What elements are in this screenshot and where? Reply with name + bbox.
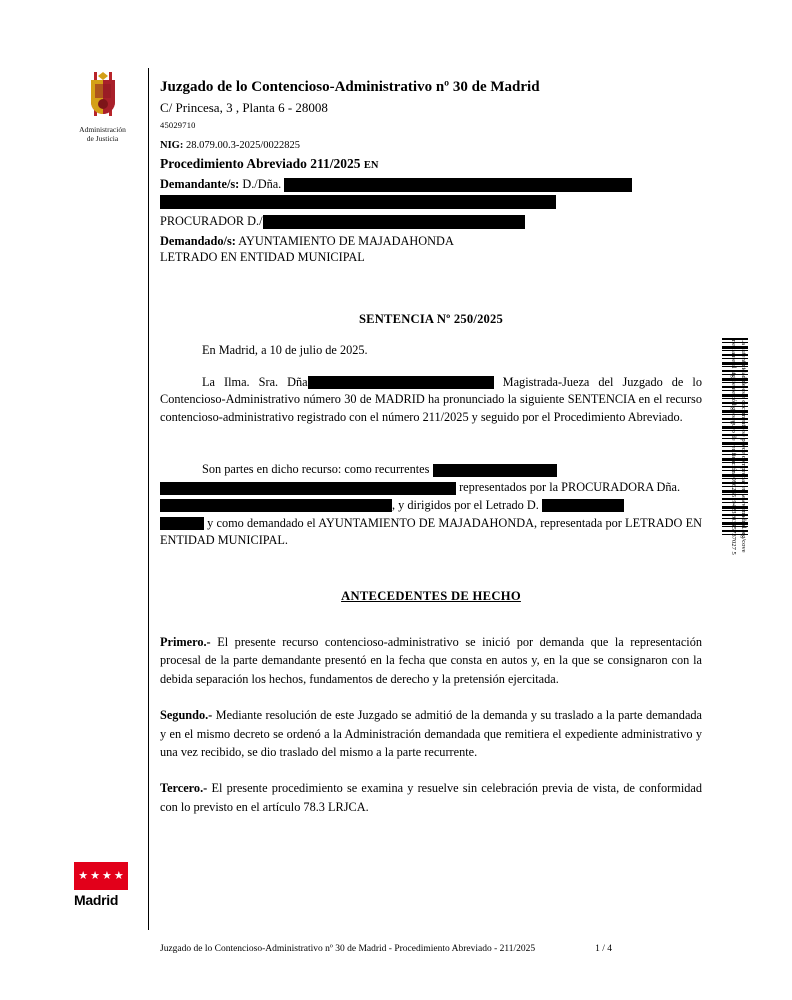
nig-line [160, 139, 702, 153]
redaction-block [160, 195, 556, 209]
parties-paragraph-cont1 [160, 479, 702, 497]
plaintiff-value: D./Dña. [242, 177, 282, 192]
parties-text-part3: , y dirigidos por el Letrado D. [392, 497, 539, 512]
court-title: Juzgado de lo Contencioso-Administrativo nº 30 de Madrid [160, 79, 540, 95]
madrid-stars-box [74, 862, 128, 890]
procurador-label: PROCURADOR D./ [160, 213, 263, 228]
parties-text-part1: Son partes en dicho recurso: como recurrentes [202, 462, 430, 477]
star-icon: ★ [113, 869, 124, 882]
page-footer [160, 944, 702, 954]
nig-label: NIG: [160, 140, 184, 152]
antecedente-label: Segundo.- [160, 708, 213, 723]
document-code: 45029710 [160, 120, 196, 131]
parties-paragraph [160, 461, 702, 479]
antecedente-text: El presente procedimiento se examina y resuelve sin celebración previa de vista, de conformidad con lo previsto en el artículo 78.3 LRJCA. [160, 781, 702, 814]
footer-page-number: 1 / 4 [595, 944, 613, 954]
defendant-line [160, 233, 702, 249]
footer-text: Juzgado de lo Contencioso-Administrativo nº 30 de Madrid - Procedimiento Abreviado - 211/2025 [160, 944, 536, 954]
star-icon: ★ [90, 869, 100, 882]
redaction-block [160, 517, 204, 530]
star-icon: ★ [102, 869, 112, 882]
antecedente-label: Primero.- [160, 634, 211, 649]
intro-paragraph [160, 374, 702, 427]
redaction-block [160, 499, 392, 512]
parties-text-part2: representados por la PROCURADORA Dña. [459, 479, 681, 494]
defendant-representation: LETRADO EN ENTIDAD MUNICIPAL [160, 249, 365, 264]
procurador-line [160, 213, 702, 229]
antecedente-label: Tercero.- [160, 781, 208, 796]
antecedente-item [160, 779, 702, 816]
antecedente-text: Mediante resolución de este Juzgado se admitió de la demanda y su traslado a la parte demandada y en el mismo decreto se ordenó a la Administración demandada que remitiera el expediente administrativo y una vez recibido, se dio traslado del mismo a la parte recurrente. [160, 708, 703, 760]
spain-coat-of-arms-icon [81, 70, 125, 122]
place-date-paragraph: En Madrid, a 10 de julio de 2025. [202, 342, 368, 357]
madrid-wordmark: Madrid [74, 892, 119, 908]
parties-paragraph-cont3 [160, 515, 702, 551]
star-icon: ★ [78, 869, 89, 882]
redaction-block [308, 376, 494, 389]
plaintiff-label: Demandante/s: [160, 177, 240, 192]
procedure-suffix: EN [363, 160, 379, 172]
redaction-block [542, 499, 624, 512]
antecedente-item [160, 633, 702, 688]
parties-paragraph-cont2 [160, 497, 702, 515]
vertical-divider-line [148, 68, 149, 930]
defendant-value: AYUNTAMIENTO DE MAJADAHONDA [238, 233, 454, 248]
antecedentes-heading: ANTECEDENTES DE HECHO [341, 589, 521, 604]
madrid-logo [74, 862, 136, 908]
procedure-number: Procedimiento Abreviado 211/2025 [160, 156, 361, 172]
antecedente-text: El presente recurso contencioso-administrativo se inició por demanda que la representación procesal de la parte demandante presentó en la fecha que consta en autos y, en la que se consignaron con la debida separación los hechos, fundamentos de derecho y la pretensión ejercitada. [160, 634, 702, 686]
antecedente-item [160, 706, 702, 761]
court-address: C/ Princesa, 3 , Planta 6 - 28008 [160, 100, 328, 115]
coat-caption: Administración de Justicia [79, 125, 126, 144]
defendant-label: Demandado/s: [160, 233, 236, 248]
left-margin-column [60, 70, 145, 144]
parties-text-part4: y como demandado el AYUNTAMIENTO DE MAJADAHONDA, representada por LETRADO EN ENTIDAD MUNICIPAL. [160, 515, 702, 548]
intro-text-part1: La Ilma. Sra. Dña [202, 374, 308, 389]
verification-strip [712, 338, 774, 758]
redaction-block [160, 482, 456, 495]
intro-text-part2: Magistrada-Jueza del Juzgado de lo Contencioso-Administrativo número 30 de MADRID ha pronunciado la siguiente SENTENCIA en el recurso contencioso-administrativo registrado con el número 211/2025 y seguido por el Procedimiento Abreviado. [160, 374, 702, 425]
plaintiff-line [160, 176, 702, 192]
redaction-block [433, 464, 557, 477]
nig-value: 28.079.00.3-2025/0022825 [185, 140, 301, 152]
redaction-block [284, 178, 632, 192]
plaintiff-extra-redaction-row [160, 193, 702, 209]
document-body [160, 78, 702, 816]
procedure-line [160, 155, 702, 173]
sentence-title: SENTENCIA Nº 250/2025 [358, 312, 504, 327]
redaction-block [263, 215, 525, 229]
verification-text: La autenticidad de este documento se puede comprobar en www.madrid.org/cove mediante el siguiente código seguro de verificación: 0962851942320345737027 5 [730, 338, 747, 555]
